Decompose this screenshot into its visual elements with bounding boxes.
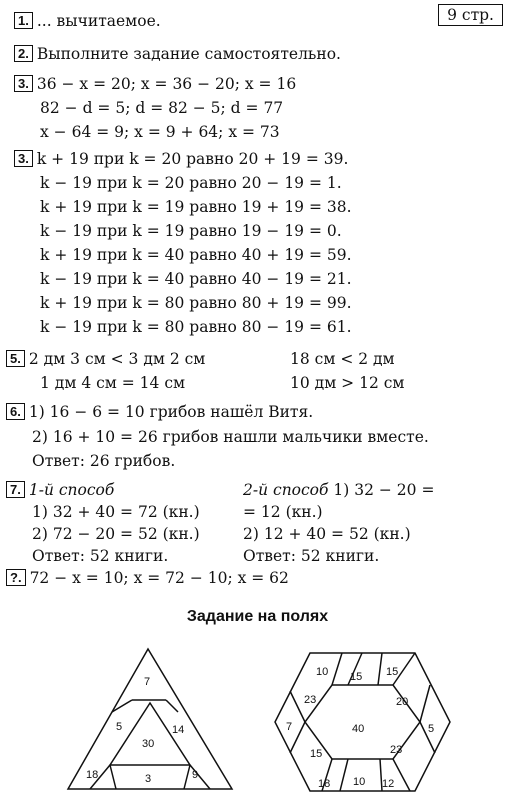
task-line: ?. 72 − x = 10; x = 72 − 10; x = 62 (6, 569, 289, 587)
hex-num: 20 (396, 696, 409, 708)
task-line: k − 19 при k = 20 равно 20 − 19 = 1. (40, 174, 342, 192)
task-line: k − 19 при k = 80 равно 80 − 19 = 61. (40, 318, 352, 336)
hex-num: 7 (286, 721, 293, 733)
task-number: 7. (6, 481, 25, 498)
task-line: 1 дм 4 см = 14 см (40, 374, 186, 392)
task-line: 2) 12 + 40 = 52 (кн.) (243, 525, 411, 543)
tri-num: 5 (116, 721, 123, 733)
triangle-figure (60, 645, 240, 795)
task-line: 1) 32 + 40 = 72 (кн.) (32, 503, 200, 521)
task-line: 7. 1-й способ (6, 481, 114, 499)
task-line: Ответ: 52 книги. (32, 547, 169, 565)
hex-num: 15 (386, 666, 399, 678)
task-number: 2. (14, 45, 33, 62)
task-number: 1. (14, 12, 33, 29)
task-line: 5. 2 дм 3 см < 3 дм 2 см (6, 350, 205, 368)
hex-num: 18 (318, 778, 331, 790)
hex-num: 15 (350, 671, 363, 683)
task-line: 2-й способ 1) 32 − 20 = (243, 481, 435, 499)
task-line: 82 − d = 5; d = 82 − 5; d = 77 (40, 99, 284, 117)
task-line: 2) 72 − 20 = 52 (кн.) (32, 525, 200, 543)
task-line: = 12 (кн.) (243, 503, 323, 521)
hex-num: 12 (382, 778, 395, 790)
tri-num: 9 (192, 769, 199, 781)
task-line: Ответ: 26 грибов. (32, 452, 176, 470)
hex-num: 15 (310, 748, 323, 760)
hex-num: 5 (428, 723, 435, 735)
task-line: k + 19 при k = 19 равно 19 + 19 = 38. (40, 198, 352, 216)
hex-num: 23 (304, 694, 317, 706)
tri-num: 30 (142, 738, 155, 750)
task-line: 3. 36 − x = 20; x = 36 − 20; x = 16 (14, 75, 296, 93)
task-line: Ответ: 52 книги. (243, 547, 380, 565)
task-line: 6. 1) 16 − 6 = 10 грибов нашёл Витя. (6, 403, 313, 421)
page-number: 9 стр. (438, 4, 503, 26)
task-line: 10 дм > 12 см (290, 374, 405, 392)
tri-num: 3 (145, 773, 152, 785)
hex-num: 40 (352, 723, 365, 735)
task-line: k − 19 при k = 19 равно 19 − 19 = 0. (40, 222, 342, 240)
tri-num: 18 (86, 769, 99, 781)
task-line: 2. Выполните задание самостоятельно. (14, 45, 341, 63)
task-line: k − 19 при k = 40 равно 40 − 19 = 21. (40, 270, 352, 288)
tri-num: 7 (144, 676, 151, 688)
hex-num: 10 (316, 666, 329, 678)
task-line: k + 19 при k = 40 равно 40 + 19 = 59. (40, 246, 352, 264)
tri-num: 14 (172, 724, 185, 736)
hex-num: 10 (353, 776, 366, 788)
task-number: 6. (6, 403, 25, 420)
task-line: 2) 16 + 10 = 26 грибов нашли мальчики вместе. (32, 428, 429, 446)
task-line: x − 64 = 9; x = 9 + 64; x = 73 (40, 123, 280, 141)
task-number: 5. (6, 350, 25, 367)
hexagon-figure (270, 645, 455, 800)
task-line: 1. ... вычитаемое. (14, 12, 161, 30)
task-line: 18 см < 2 дм (290, 350, 395, 368)
task-line: 3. k + 19 при k = 20 равно 20 + 19 = 39. (14, 150, 348, 168)
margin-task-title: Задание на полях (186, 608, 329, 625)
task-line: k + 19 при k = 80 равно 80 + 19 = 99. (40, 294, 352, 312)
task-number: ?. (6, 569, 26, 586)
task-number: 3. (14, 150, 33, 167)
task-number: 3. (14, 75, 33, 92)
hex-num: 23 (390, 744, 403, 756)
